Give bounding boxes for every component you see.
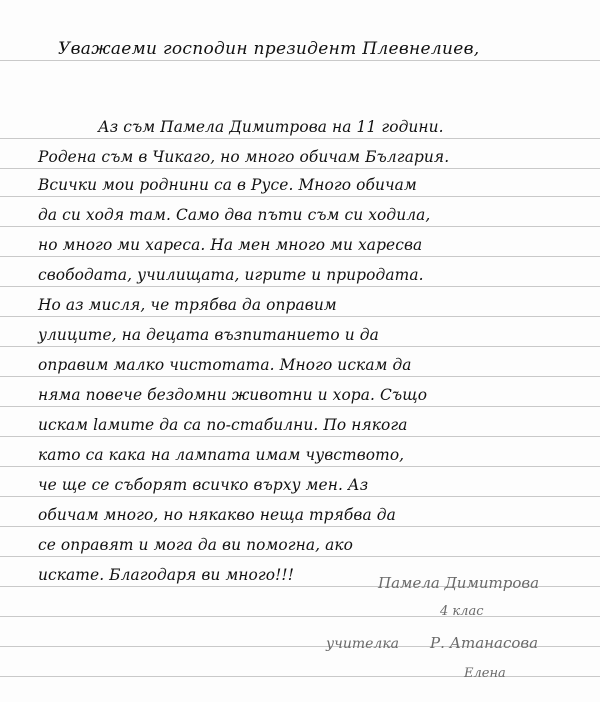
letter-line: като са кака на лампата имам чувството,: [38, 446, 405, 464]
letter-line: няма повече бездомни животни и хора. Също: [38, 386, 428, 404]
ruled-line: [0, 168, 600, 169]
letter-line: Всички мои роднини са в Русе. Много обичам: [38, 176, 417, 194]
ruled-line: [0, 676, 600, 677]
letter-line: искам laмите да са по-стабилни. По някога: [38, 416, 408, 434]
signature-extra: Елена: [464, 666, 506, 681]
ruled-line: [0, 376, 600, 377]
ruled-line: [0, 316, 600, 317]
ruled-line: [0, 60, 600, 61]
letter-line: искате. Благодаря ви много!!!: [38, 566, 295, 584]
letter-line: свободата, училищата, игрите и природата.: [38, 266, 424, 284]
ruled-line: [0, 196, 600, 197]
letter-line: Аз съм Памела Димитрова на 11 години.: [98, 118, 444, 136]
ruled-line: [0, 496, 600, 497]
signature-name: Памела Димитрова: [378, 574, 540, 592]
letter-line: обичам много, но някакво неща трябва да: [38, 506, 396, 524]
letter-line: улиците, на децата възпитанието и да: [38, 326, 379, 344]
ruled-line: [0, 226, 600, 227]
letter-line: оправим малко чистотата. Много искам да: [38, 356, 412, 374]
ruled-line: [0, 616, 600, 617]
ruled-line: [0, 436, 600, 437]
teacher-label: учителка: [326, 636, 400, 652]
letter-line: се оправят и мога да ви помогна, ако: [38, 536, 354, 554]
ruled-line: [0, 286, 600, 287]
teacher-name: Р. Атанасова: [430, 634, 539, 652]
signature-grade: 4 клас: [440, 604, 484, 619]
letter-line: Родена съм в Чикаго, но много обичам България.: [38, 148, 450, 166]
letter-line: Но аз мисля, че трябва да оправим: [38, 296, 337, 314]
letter-salutation: Уважаеми господин президент Плевнелиев,: [58, 39, 480, 59]
letter-line: но много ми хареса. На мен много ми харесва: [38, 236, 423, 254]
ruled-line: [0, 346, 600, 347]
ruled-line: [0, 256, 600, 257]
ruled-line: [0, 406, 600, 407]
ruled-line: [0, 138, 600, 139]
ruled-line: [0, 466, 600, 467]
letter-line: че ще се съборят всичко върху мен. Аз: [38, 476, 369, 494]
letter-line: да си ходя там. Само два пъти съм си ходила,: [38, 206, 431, 224]
ruled-line: [0, 526, 600, 527]
ruled-line: [0, 556, 600, 557]
